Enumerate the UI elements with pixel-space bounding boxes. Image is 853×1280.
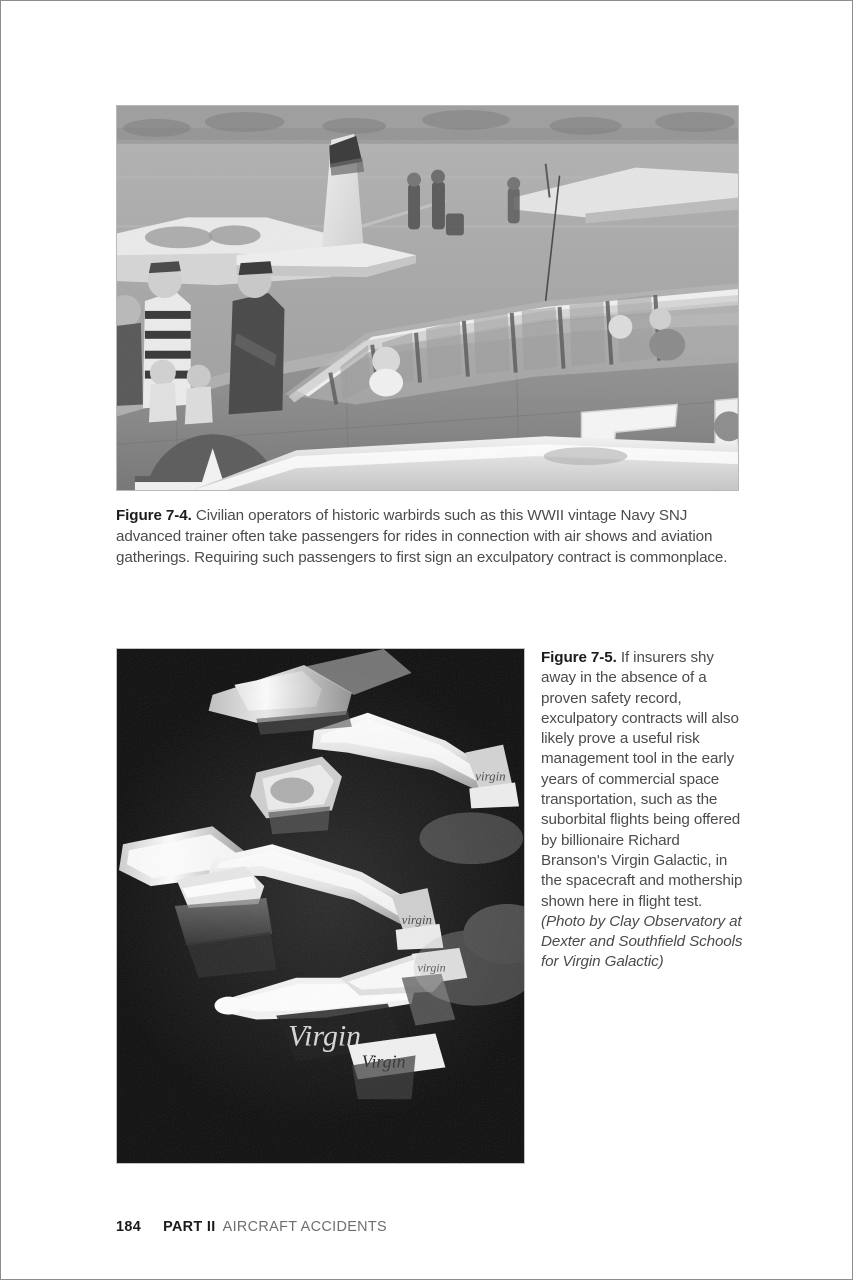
figure-7-4-photograph (116, 105, 739, 491)
figure-7-5-label: Figure 7-5. (541, 649, 617, 666)
warbird-photo-illustration (117, 106, 738, 490)
figure-7-4-label: Figure 7-4. (116, 507, 192, 524)
figure-7-5-photo-credit: (Photo by Clay Observatory at Dexter and Southfield Schools for Virgin Galactic) (541, 912, 743, 971)
page-footer (116, 1219, 746, 1235)
figure-7-5-caption-text: If insurers shy away in the absence of a proven safety record, exculpatory contracts will also likely prove a useful risk management tool in the early years of commercial space transportation, such as the suborbital flights being offered by billionaire Richard Branson's Virgin Galactic, in the spacecraft and mothership shown here in flight test. (541, 649, 743, 910)
figure-7-5-photograph (116, 648, 525, 1164)
footer-part-label: PART II (163, 1219, 216, 1235)
footer-page-number: 184 (116, 1219, 142, 1235)
virgin-galactic-photo-illustration (117, 649, 524, 1163)
figure-7-4-caption-text: Civilian operators of historic warbirds such as this WWII vintage Navy SNJ advanced trainer often take passengers for rides in connection with air shows and aviation gatherings. Requiring such passengers to first sign an exculpatory contract is commonplace. (116, 507, 728, 567)
footer-part-title: AIRCRAFT ACCIDENTS (222, 1219, 387, 1235)
figure-7-5-caption (541, 648, 749, 973)
figure-7-4-caption (116, 505, 741, 569)
